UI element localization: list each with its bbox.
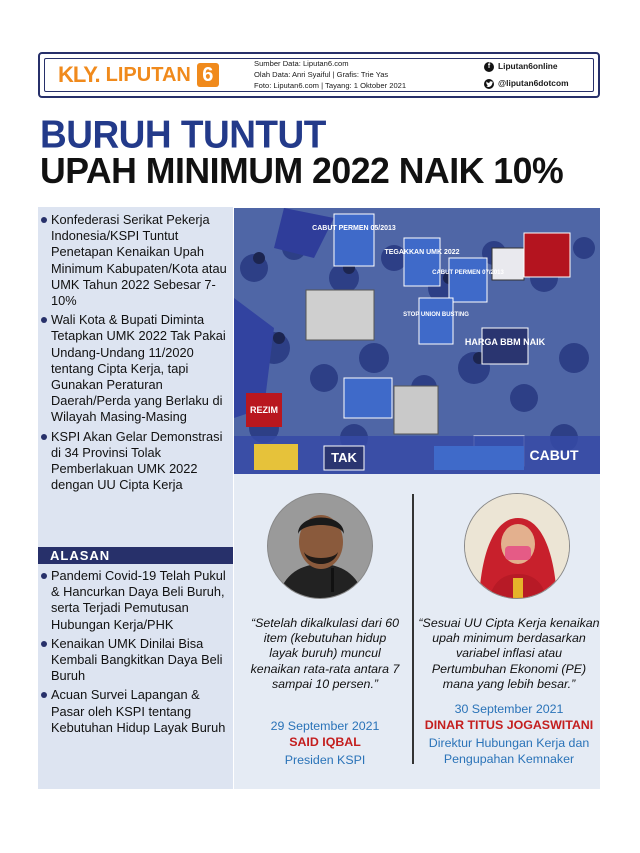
photo-sign-text: TAK <box>331 450 357 465</box>
quote-name-dinar-titus: DINAR TITUS JOGASWITANI <box>424 718 594 732</box>
logo-name: LIPUTAN <box>105 63 191 86</box>
protest-photo <box>234 208 600 474</box>
facebook-label: Liputan6online <box>498 61 558 71</box>
key-point-text: Konfederasi Serikat Pekerja Indonesia/KSPI Tuntut Penetapan Kenaikan Upah Minimum Kabupaten/Kota atau UMK Tahun 2022 Sebesar 7-10% <box>51 212 227 309</box>
liputan6-logo <box>58 61 219 89</box>
quote-text-said-iqbal: “Setelah dikalkulasi dari 60 item (kebutuhan hidup layak buruh) muncul kenaikan rata-rata antara 7 sampai 10 persen.” <box>250 616 400 691</box>
bullet-dot-icon <box>41 217 47 223</box>
avatar-said-iqbal <box>267 493 373 599</box>
photo-sign-text: CABUT <box>529 447 579 463</box>
reason-text: Kenaikan UMK Dinilai Bisa Kembali Bangkitkan Daya Beli Buruh <box>51 635 223 684</box>
logo-number: 6 <box>197 63 219 87</box>
key-point-text: Wali Kota & Bupati Diminta Tetapkan UMK 2022 Tak Pakai Undang-Undang 11/2020 tentang Cipta Kerja, tapi Gunakan Peraturan Daerah/Perda yang Berlaku di Wilayah Masing-Masing <box>51 312 226 425</box>
photo-sign-text: STOP UNION BUSTING <box>403 312 469 318</box>
credits <box>254 58 406 91</box>
social-handles <box>484 58 569 92</box>
reason-item <box>38 687 233 736</box>
quote-name-said-iqbal: SAID IQBAL <box>289 735 361 749</box>
reason-text: Acuan Survei Lapangan & Pasar oleh KSPI tentang Kebutuhan Hidup Layak Buruh <box>51 687 226 735</box>
quote-role-dinar-titus: Direktur Hubungan Kerja dan Pengupahan Kemnaker <box>428 736 590 766</box>
bullet-dot-icon <box>41 692 47 698</box>
reasons-title: ALASAN <box>50 548 111 563</box>
credit-source: Sumber Data: Liputan6.com <box>254 59 349 68</box>
reason-item <box>38 568 233 633</box>
photo-sign-text: CABUT PERMEN 05/2013 <box>312 225 396 232</box>
avatar-dinar-titus <box>464 493 570 599</box>
quote-date-said-iqbal: 29 September 2021 <box>270 719 380 733</box>
twitter-label: @liputan6dotcom <box>498 78 569 88</box>
twitter-handle[interactable] <box>484 75 569 92</box>
quotes-divider <box>412 494 414 764</box>
portrait-illustration <box>465 494 570 599</box>
quote-role-said-iqbal: Presiden KSPI <box>284 753 366 767</box>
photo-sign-text: CABUT PERMEN 07/2013 <box>432 270 504 276</box>
twitter-icon <box>484 79 494 89</box>
key-point-text: KSPI Akan Gelar Demonstrasi di 34 Provinsi Tolak Pemberlakuan UMK 2022 dengan UU Cipta Kerja <box>51 428 223 493</box>
reason-text: Pandemi Covid-19 Telah Pukul & Hancurkan Daya Beli Buruh, serta Terjadi Pemutusan Hubungan Kerja/PHK <box>51 568 226 632</box>
key-points <box>38 212 233 496</box>
quote-text-dinar-titus: “Sesuai UU Cipta Kerja kenaikan upah minimum berdasarkan variabel inflasi atau Pertumbuhan Ekonomi (PE) mana yang lebih besar.” <box>418 616 600 691</box>
protest-photo-illustration <box>234 208 600 474</box>
reasons-list <box>38 568 233 739</box>
bullet-dot-icon <box>41 641 47 647</box>
facebook-icon: f <box>484 62 494 72</box>
headline-line-2: UPAH MINIMUM 2022 NAIK 10% <box>40 150 564 191</box>
key-point <box>38 212 233 309</box>
headline-line-1: BURUH TUNTUT <box>40 113 326 157</box>
credit-photo: Foto: Liputan6.com | Tayang: 1 Oktober 2021 <box>254 81 407 90</box>
bullet-dot-icon <box>41 573 47 579</box>
photo-sign-text: HARGA BBM NAIK <box>464 337 546 347</box>
facebook-handle[interactable] <box>484 58 569 75</box>
quote-date-dinar-titus: 30 September 2021 <box>454 702 564 716</box>
logo-kly: KLY. <box>58 62 100 87</box>
bullet-dot-icon <box>41 317 47 323</box>
photo-sign-text: TEGAKKAN UMK 2022 <box>384 249 460 256</box>
bullet-dot-icon <box>41 434 47 440</box>
reason-item <box>38 636 233 685</box>
key-point <box>38 312 233 425</box>
photo-sign-text: REZIM <box>250 405 278 415</box>
credit-processing: Olah Data: Anri Syaiful | Grafis: Trie Yas <box>254 70 389 79</box>
portrait-illustration <box>268 494 373 599</box>
key-point <box>38 429 233 494</box>
